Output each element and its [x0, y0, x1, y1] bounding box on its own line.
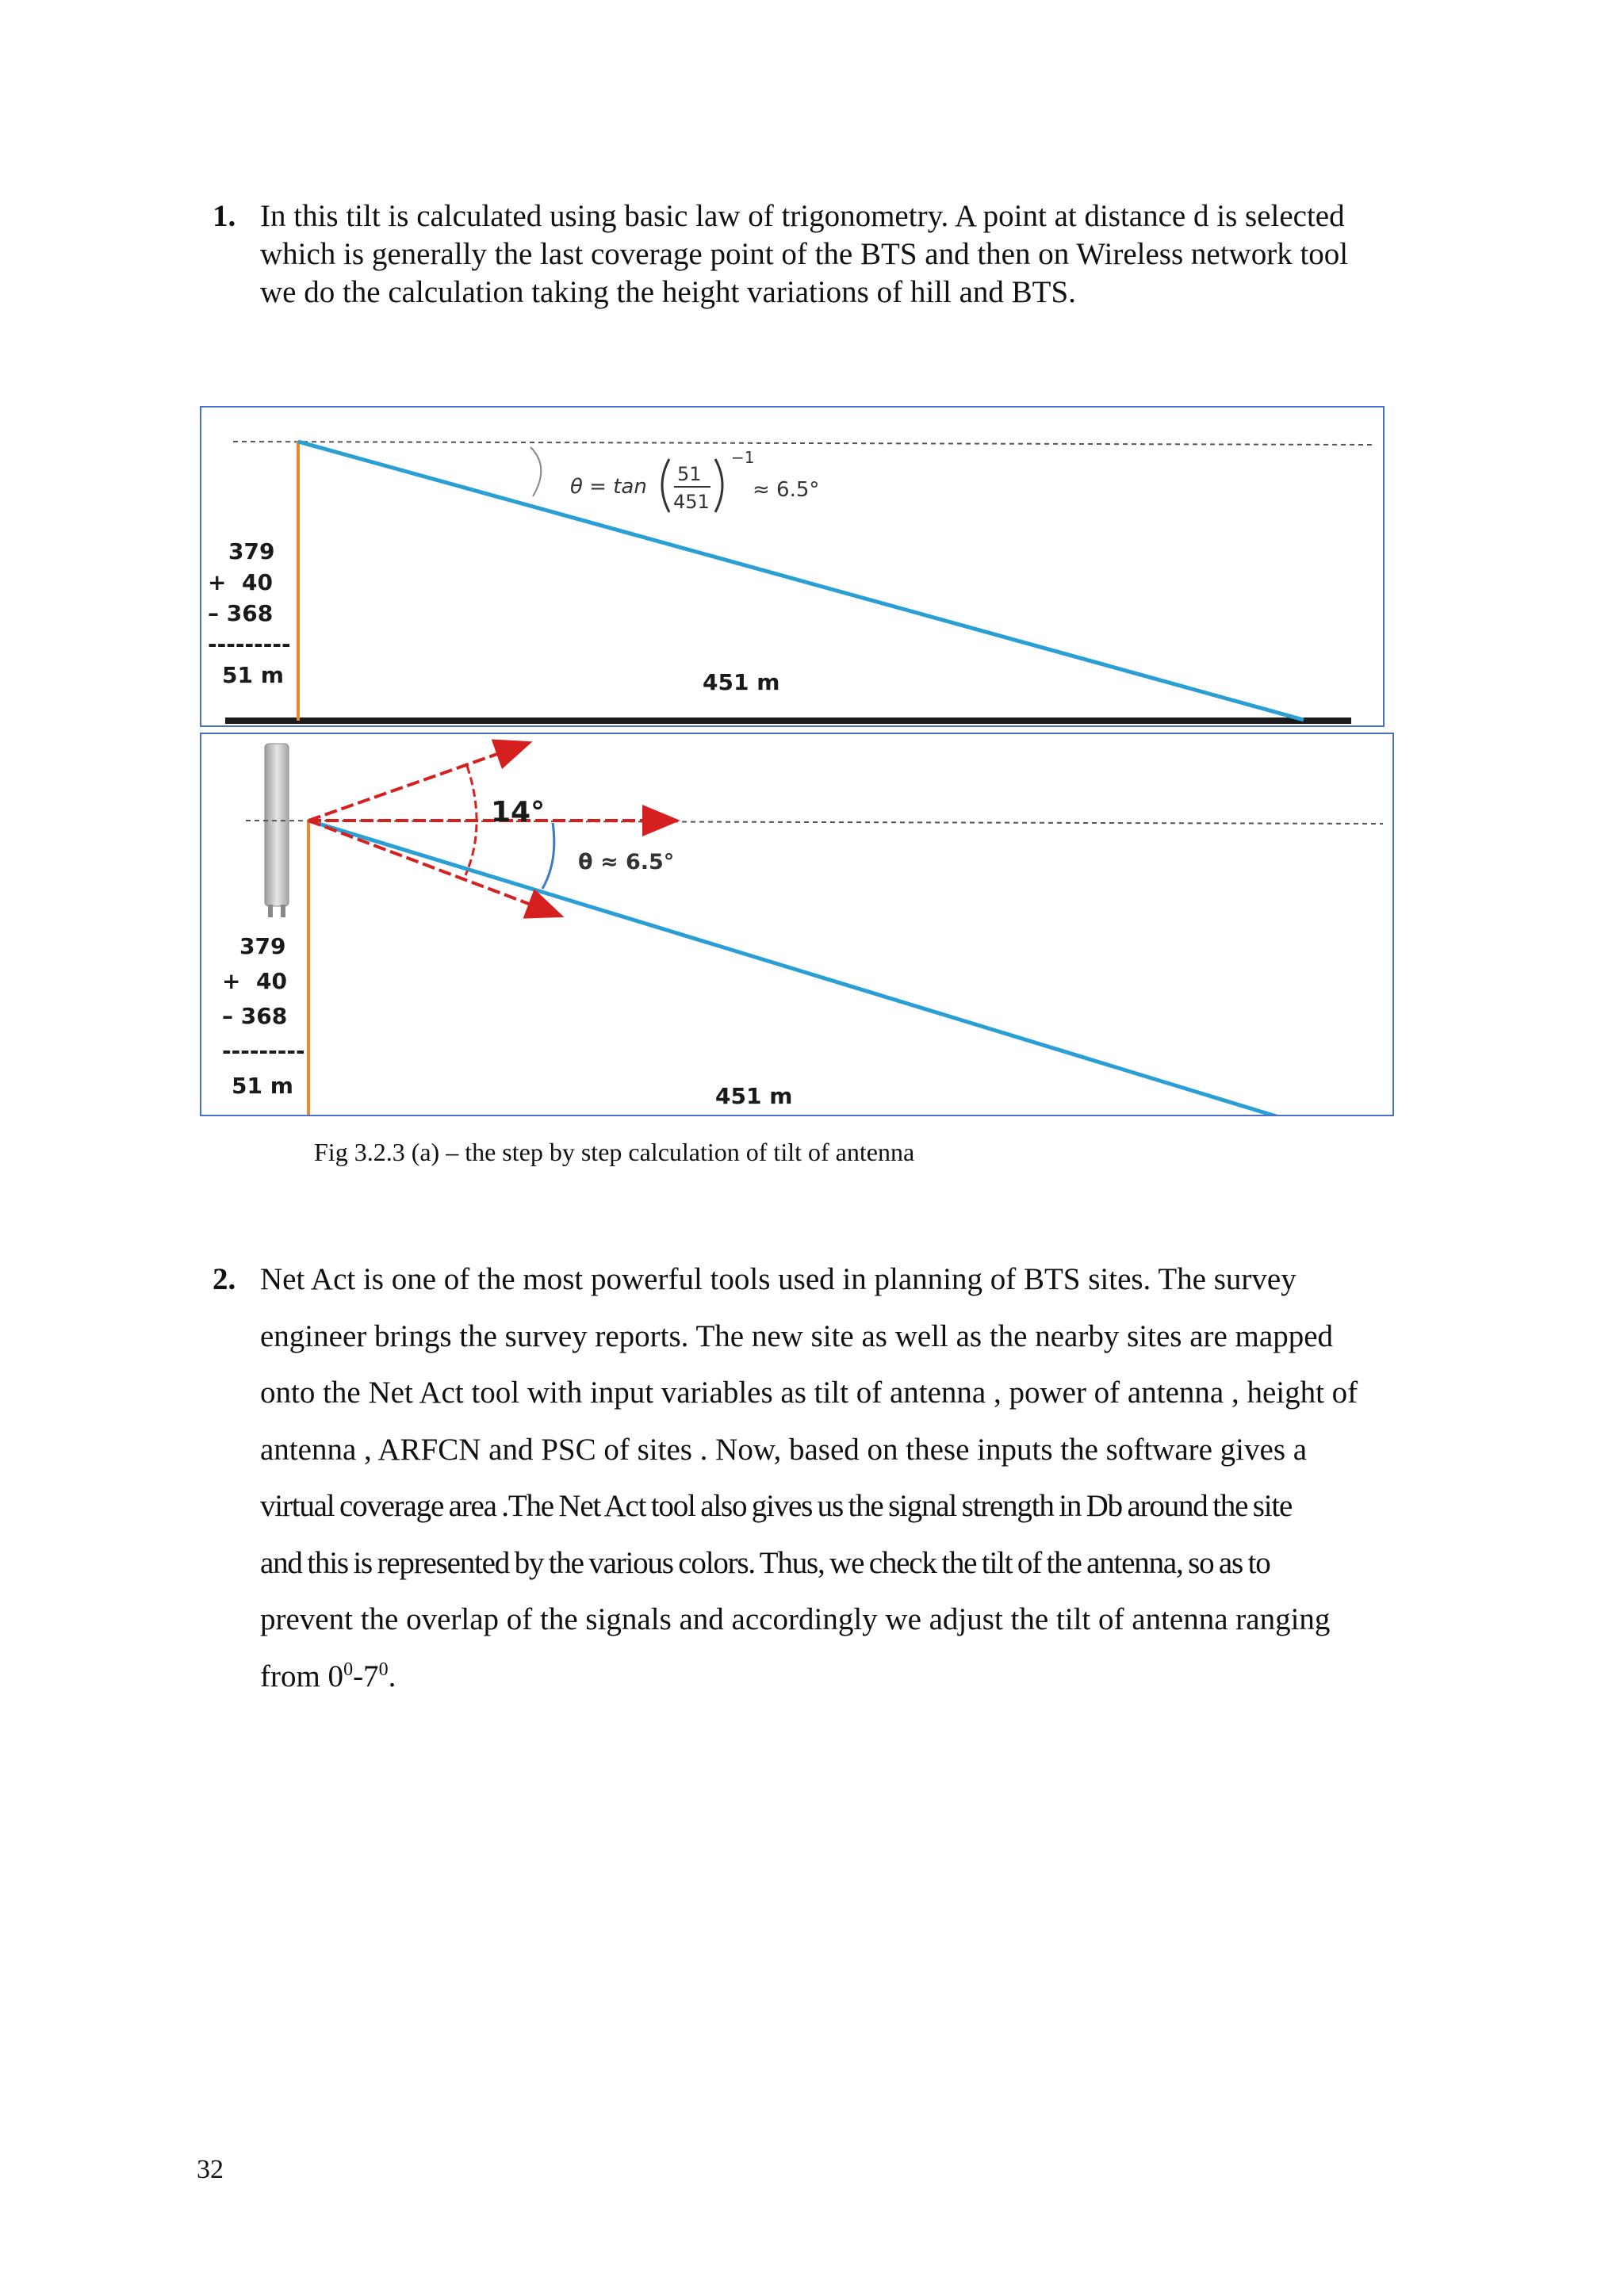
range-end-text: .: [388, 1659, 396, 1693]
formula-approx: ≈ 6.5°: [753, 478, 820, 502]
calc-line: ---------: [208, 631, 291, 657]
calc-line: ---------: [222, 1038, 305, 1064]
distance-label: 451 m: [703, 669, 780, 695]
formula-denominator: 451: [673, 491, 710, 513]
item-1-line: we do the calculation taking the height variations of hill and BTS.: [260, 275, 1076, 309]
range-from-text: from 0: [260, 1659, 344, 1693]
calc-line: 51 m: [222, 662, 284, 688]
distance-label: 451 m: [715, 1083, 793, 1109]
antenna-icon: [265, 744, 289, 917]
formula-exponent: −1: [731, 448, 755, 467]
height-calculation: [222, 929, 305, 1104]
calc-line: + 40: [222, 968, 287, 994]
item-2-line: Net Act is one of the most powerful tools used in planning of BTS sites. The survey: [260, 1262, 1297, 1296]
formula-numerator: 51: [677, 463, 702, 485]
calc-line: 51 m: [232, 1073, 293, 1099]
tilt-figure-bottom: [200, 733, 1394, 1116]
calc-line: – 368: [222, 1003, 288, 1029]
angle-arc: [530, 447, 541, 496]
item-1-number: 1.: [213, 199, 236, 233]
degree-superscript: 0: [343, 1659, 354, 1680]
beam-lower-line: [308, 821, 558, 915]
item-2-line: onto the Net Act tool with input variables as tilt of antenna , power of antenna , height of: [260, 1376, 1358, 1410]
calc-line: 379: [228, 538, 275, 564]
beam-angle-label: 14°: [491, 796, 546, 828]
item-2-line: and this is represented by the various colors. Thus, we check the tilt of the antenna, so as to: [260, 1545, 1270, 1580]
item-2-line: engineer brings the survey reports. The new site as well as the nearby sites are mapped: [260, 1318, 1334, 1353]
item-2-last-line: [260, 1648, 1450, 1705]
tilt-diagram-bottom: [201, 734, 1394, 1116]
tilt-angle-arc: [542, 823, 554, 889]
item-1-line: In this tilt is calculated using basic law of trigonometry. A point at distance d is selected: [260, 199, 1345, 233]
range-dash-text: -7: [353, 1659, 379, 1693]
tilt-figure-top: [200, 406, 1385, 727]
height-calculation: [208, 536, 291, 691]
calc-line: – 368: [208, 600, 274, 626]
calc-line: + 40: [208, 569, 273, 595]
item-2-line: virtual coverage area .The Net Act tool also gives us the signal strength in Db around the site: [260, 1489, 1293, 1523]
reference-dotted-line: [233, 442, 1375, 445]
left-paren: [662, 459, 669, 512]
figure-caption: Fig 3.2.3 (a) – the step by step calculation of tilt of antenna: [314, 1138, 915, 1166]
tilt-angle-label: θ ≈ 6.5°: [578, 850, 675, 874]
item-2-paragraph: [213, 1251, 1450, 1705]
formula-theta: θ = tan: [570, 475, 647, 499]
calc-line: 379: [239, 933, 286, 959]
item-2-line: prevent the overlap of the signals and accordingly we adjust the tilt of antenna ranging: [260, 1602, 1331, 1636]
item-1-line: which is generally the last coverage point of the BTS and then on Wireless network tool: [260, 237, 1349, 271]
degree-superscript: 0: [378, 1659, 389, 1680]
item-2-line: antenna , ARFCN and PSC of sites . Now, based on these inputs the software gives a: [260, 1432, 1308, 1467]
item-1-paragraph: [213, 197, 1450, 312]
tilt-diagram-top: [201, 408, 1385, 727]
coverage-beam-line: [308, 821, 1281, 1116]
right-paren: [715, 459, 722, 512]
item-2-number: 2.: [213, 1262, 236, 1296]
page-number: 32: [197, 2155, 224, 2184]
